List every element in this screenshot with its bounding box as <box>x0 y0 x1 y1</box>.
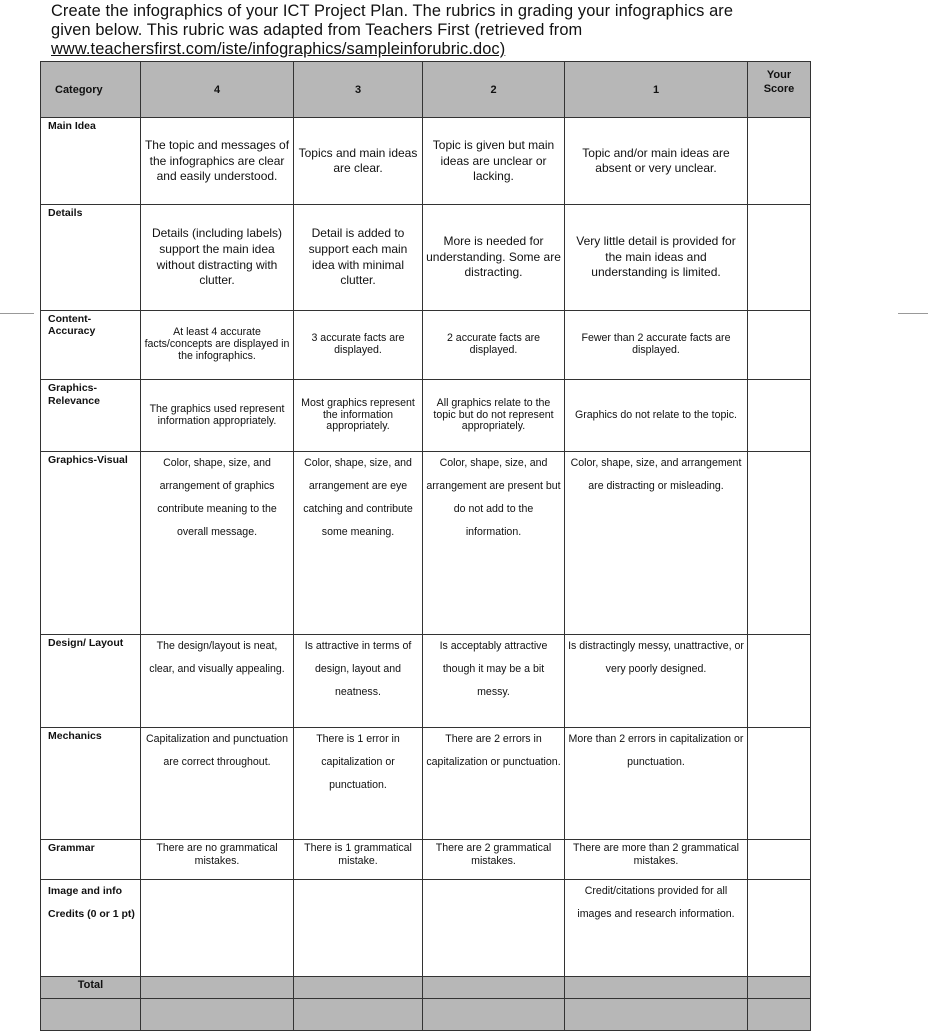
blank-cell <box>141 998 294 1030</box>
row-category: Graphics-Visual <box>41 452 141 635</box>
criterion-4: Details (including labels) support the main idea without distracting with clutter. <box>141 205 294 310</box>
table-row <box>41 205 811 310</box>
source-link[interactable]: www.teachersfirst.com/iste/infographics/sampleinforubric.doc) <box>51 40 506 58</box>
criterion-3: Most graphics represent the information appropriately. <box>294 379 423 451</box>
criterion-1: Graphics do not relate to the topic. <box>565 379 748 451</box>
criterion-1: Very little detail is provided for the main ideas and understanding is limited. <box>565 205 748 310</box>
criterion-3: Topics and main ideas are clear. <box>294 118 423 205</box>
row-category: Mechanics <box>41 728 141 840</box>
criterion-1: Topic and/or main ideas are absent or very unclear. <box>565 118 748 205</box>
criterion-1: There are more than 2 grammatical mistakes. <box>565 840 748 880</box>
criterion-4: Color, shape, size, and arrangement of graphics contribute meaning to the overall message. <box>141 452 294 635</box>
row-category: Graphics-Relevance <box>41 379 141 451</box>
total-row <box>41 976 811 998</box>
header-category: Category <box>41 62 141 118</box>
total-cell <box>141 976 294 998</box>
header-score-2: 2 <box>423 62 565 118</box>
criterion-2: There are 2 grammatical mistakes. <box>423 840 565 880</box>
criterion-4: Capitalization and punctuation are correct throughout. <box>141 728 294 840</box>
score-cell[interactable] <box>748 880 811 976</box>
criterion-4 <box>141 880 294 976</box>
page-edge-mark-right <box>898 313 928 314</box>
total-cell <box>294 976 423 998</box>
table-row <box>41 379 811 451</box>
criterion-2: More is needed for understanding. Some are distracting. <box>423 205 565 310</box>
header-row <box>41 62 811 118</box>
table-row <box>41 310 811 379</box>
score-cell[interactable] <box>748 379 811 451</box>
total-cell <box>565 976 748 998</box>
score-cell[interactable] <box>748 118 811 205</box>
header-score-4: 4 <box>141 62 294 118</box>
criterion-2: Is acceptably attractive though it may be a bit messy. <box>423 634 565 727</box>
criterion-3: Color, shape, size, and arrangement are eye catching and contribute some meaning. <box>294 452 423 635</box>
total-score-cell[interactable] <box>748 976 811 998</box>
criterion-4: The design/layout is neat, clear, and visually appealing. <box>141 634 294 727</box>
instructions-paragraph <box>51 2 911 59</box>
row-category: Main Idea <box>41 118 141 205</box>
table-row <box>41 634 811 727</box>
page-edge-mark-left <box>0 313 34 314</box>
criterion-4: At least 4 accurate facts/concepts are displayed in the infographics. <box>141 310 294 379</box>
table-row <box>41 118 811 205</box>
score-cell[interactable] <box>748 840 811 880</box>
score-cell[interactable] <box>748 452 811 635</box>
criterion-1: Credit/citations provided for all images and research information. <box>565 880 748 976</box>
table-row <box>41 452 811 635</box>
criterion-3: 3 accurate facts are displayed. <box>294 310 423 379</box>
header-score-3: 3 <box>294 62 423 118</box>
row-category: Image and info Credits (0 or 1 pt) <box>41 880 141 976</box>
criterion-1: More than 2 errors in capitalization or punctuation. <box>565 728 748 840</box>
header-score-1: 1 <box>565 62 748 118</box>
criterion-2: Color, shape, size, and arrangement are present but do not add to the information. <box>423 452 565 635</box>
criterion-1: Color, shape, size, and arrangement are distracting or misleading. <box>565 452 748 635</box>
row-category: Details <box>41 205 141 310</box>
row-category: Grammar <box>41 840 141 880</box>
blank-cell <box>565 998 748 1030</box>
instructions-line-1: Create the infographics of your ICT Project Plan. The rubrics in grading your infographics are <box>51 2 734 20</box>
rubric-table <box>40 61 811 1031</box>
table-row <box>41 840 811 880</box>
criterion-3 <box>294 880 423 976</box>
criterion-3: Detail is added to support each main idea with minimal clutter. <box>294 205 423 310</box>
header-your-score: Your Score <box>748 62 811 118</box>
criterion-1: Fewer than 2 accurate facts are displayed. <box>565 310 748 379</box>
criterion-2: Topic is given but main ideas are unclear or lacking. <box>423 118 565 205</box>
criterion-4: The topic and messages of the infographics are clear and easily understood. <box>141 118 294 205</box>
row-category: Content-Accuracy <box>41 310 141 379</box>
row-category: Design/ Layout <box>41 634 141 727</box>
blank-cell <box>748 998 811 1030</box>
criterion-2 <box>423 880 565 976</box>
criterion-4: The graphics used represent information appropriately. <box>141 379 294 451</box>
table-row <box>41 880 811 976</box>
criterion-2: 2 accurate facts are displayed. <box>423 310 565 379</box>
blank-cell <box>423 998 565 1030</box>
instructions-line-2: given below. This rubric was adapted from Teachers First (retrieved from <box>51 21 583 39</box>
blank-row <box>41 998 811 1030</box>
table-row <box>41 728 811 840</box>
criterion-2: There are 2 errors in capitalization or punctuation. <box>423 728 565 840</box>
total-label: Total <box>41 976 141 998</box>
score-cell[interactable] <box>748 728 811 840</box>
score-cell[interactable] <box>748 205 811 310</box>
score-cell[interactable] <box>748 310 811 379</box>
criterion-3: There is 1 grammatical mistake. <box>294 840 423 880</box>
blank-cell <box>41 998 141 1030</box>
score-cell[interactable] <box>748 634 811 727</box>
criterion-1: Is distractingly messy, unattractive, or very poorly designed. <box>565 634 748 727</box>
blank-cell <box>294 998 423 1030</box>
criterion-3: There is 1 error in capitalization or punctuation. <box>294 728 423 840</box>
total-cell <box>423 976 565 998</box>
criterion-2: All graphics relate to the topic but do not represent appropriately. <box>423 379 565 451</box>
criterion-4: There are no grammatical mistakes. <box>141 840 294 880</box>
criterion-3: Is attractive in terms of design, layout and neatness. <box>294 634 423 727</box>
